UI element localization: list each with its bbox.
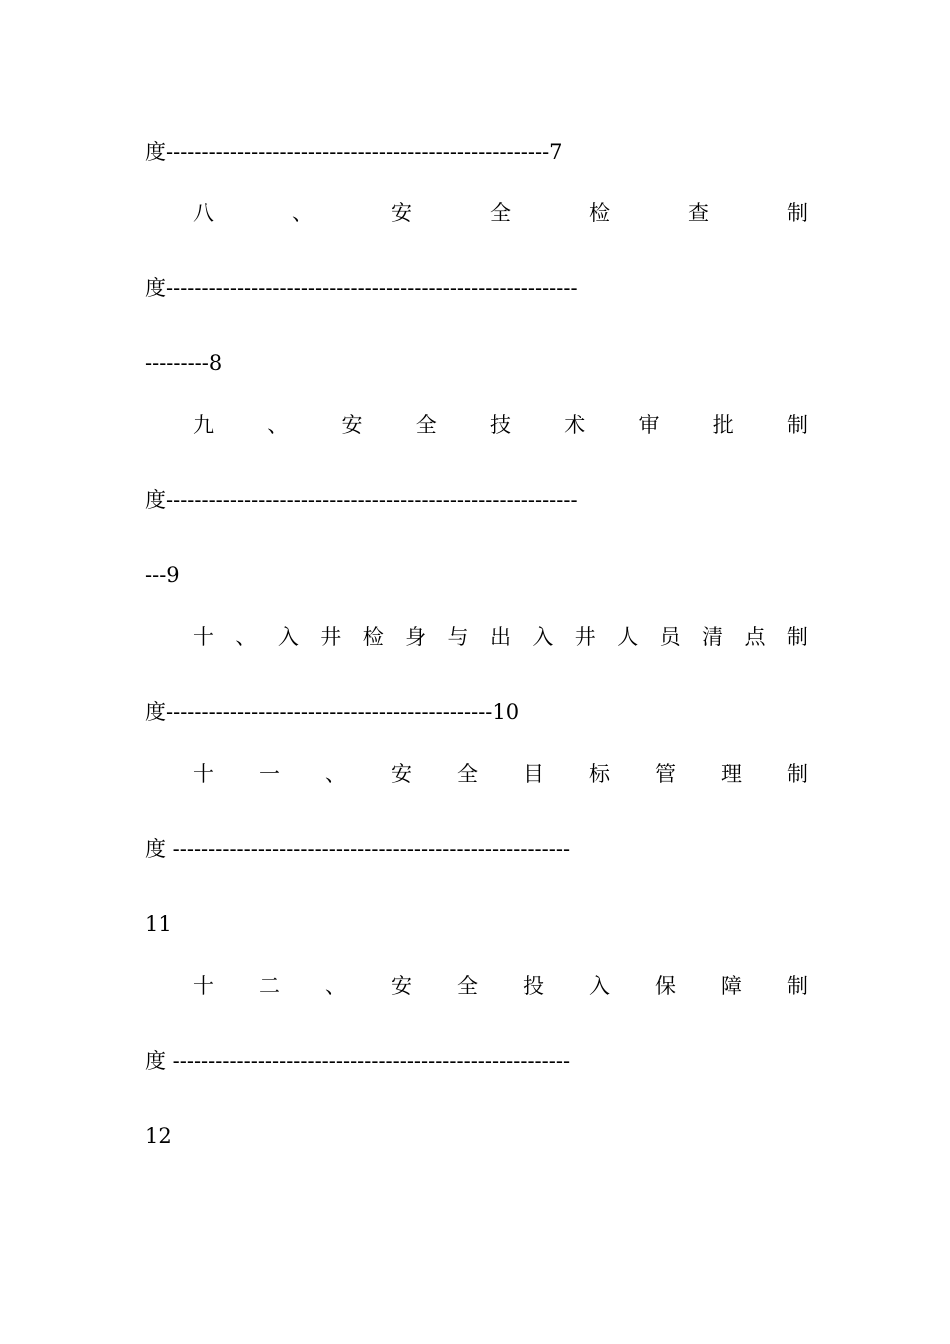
heading-char: 安 <box>391 762 412 786</box>
toc-line-3: ---------8 <box>145 351 223 375</box>
heading-char: 术 <box>564 413 586 437</box>
toc-line-8: 11 <box>145 912 172 936</box>
heading-char: 全 <box>457 974 478 998</box>
heading-char: 十 <box>193 974 214 998</box>
heading-char: 安 <box>391 974 412 998</box>
heading-char: 、 <box>292 201 313 225</box>
heading-char: 全 <box>457 762 478 786</box>
heading-char: 审 <box>638 413 660 437</box>
heading-char: 点 <box>744 625 766 649</box>
heading-char: 一 <box>259 762 280 786</box>
heading-char: 目 <box>523 762 544 786</box>
toc-heading-12 <box>193 971 808 1001</box>
toc-line-10: 12 <box>145 1124 172 1148</box>
toc-heading-8 <box>193 198 808 228</box>
heading-char: 制 <box>786 625 808 649</box>
heading-char: 查 <box>688 201 709 225</box>
heading-char: 九 <box>193 413 214 437</box>
heading-char: 入 <box>589 974 610 998</box>
heading-char: 制 <box>787 413 808 437</box>
heading-char: 检 <box>362 625 384 649</box>
toc-heading-9 <box>193 410 808 440</box>
heading-char: 管 <box>655 762 676 786</box>
heading-char: 技 <box>490 413 511 437</box>
heading-char: 安 <box>391 201 412 225</box>
heading-char: 批 <box>712 413 734 437</box>
heading-char: 员 <box>659 625 681 649</box>
heading-char: 清 <box>702 625 724 649</box>
heading-char: 二 <box>259 974 280 998</box>
heading-char: 八 <box>193 201 214 225</box>
heading-char: 入 <box>532 625 554 649</box>
heading-char: 检 <box>589 201 610 225</box>
heading-char: 十 <box>193 625 214 649</box>
toc-line-6: 度----------------------------------------------10 <box>145 700 520 724</box>
heading-char: 制 <box>787 201 808 225</box>
toc-line-2: 度---------------------------------------------------------- <box>145 276 578 300</box>
heading-char: 投 <box>523 974 544 998</box>
toc-line-9: 度 -------------------------------------------------------- <box>145 1049 571 1073</box>
heading-char: 人 <box>617 625 639 649</box>
heading-char: 、 <box>267 413 289 437</box>
heading-char: 障 <box>721 974 742 998</box>
toc-heading-10 <box>193 622 808 652</box>
heading-char: 身 <box>405 625 427 649</box>
heading-char: 井 <box>320 625 342 649</box>
heading-char: 保 <box>655 974 676 998</box>
heading-char: 制 <box>787 762 808 786</box>
heading-char: 、 <box>325 974 346 998</box>
heading-char: 十 <box>193 762 214 786</box>
heading-char: 理 <box>721 762 742 786</box>
toc-heading-11 <box>193 759 808 789</box>
heading-char: 、 <box>235 625 257 649</box>
toc-line-4: 度---------------------------------------------------------- <box>145 488 578 512</box>
heading-char: 出 <box>489 625 511 649</box>
toc-line-7: 度 -------------------------------------------------------- <box>145 837 571 861</box>
toc-line-5: ---9 <box>145 563 180 587</box>
heading-char: 、 <box>325 762 346 786</box>
heading-char: 安 <box>341 413 363 437</box>
heading-char: 制 <box>787 974 808 998</box>
heading-char: 井 <box>574 625 596 649</box>
heading-char: 入 <box>277 625 299 649</box>
heading-char: 与 <box>447 625 469 649</box>
heading-char: 全 <box>490 201 511 225</box>
toc-line-1: 度------------------------------------------------------7 <box>145 140 563 164</box>
heading-char: 标 <box>589 762 610 786</box>
heading-char: 全 <box>415 413 437 437</box>
